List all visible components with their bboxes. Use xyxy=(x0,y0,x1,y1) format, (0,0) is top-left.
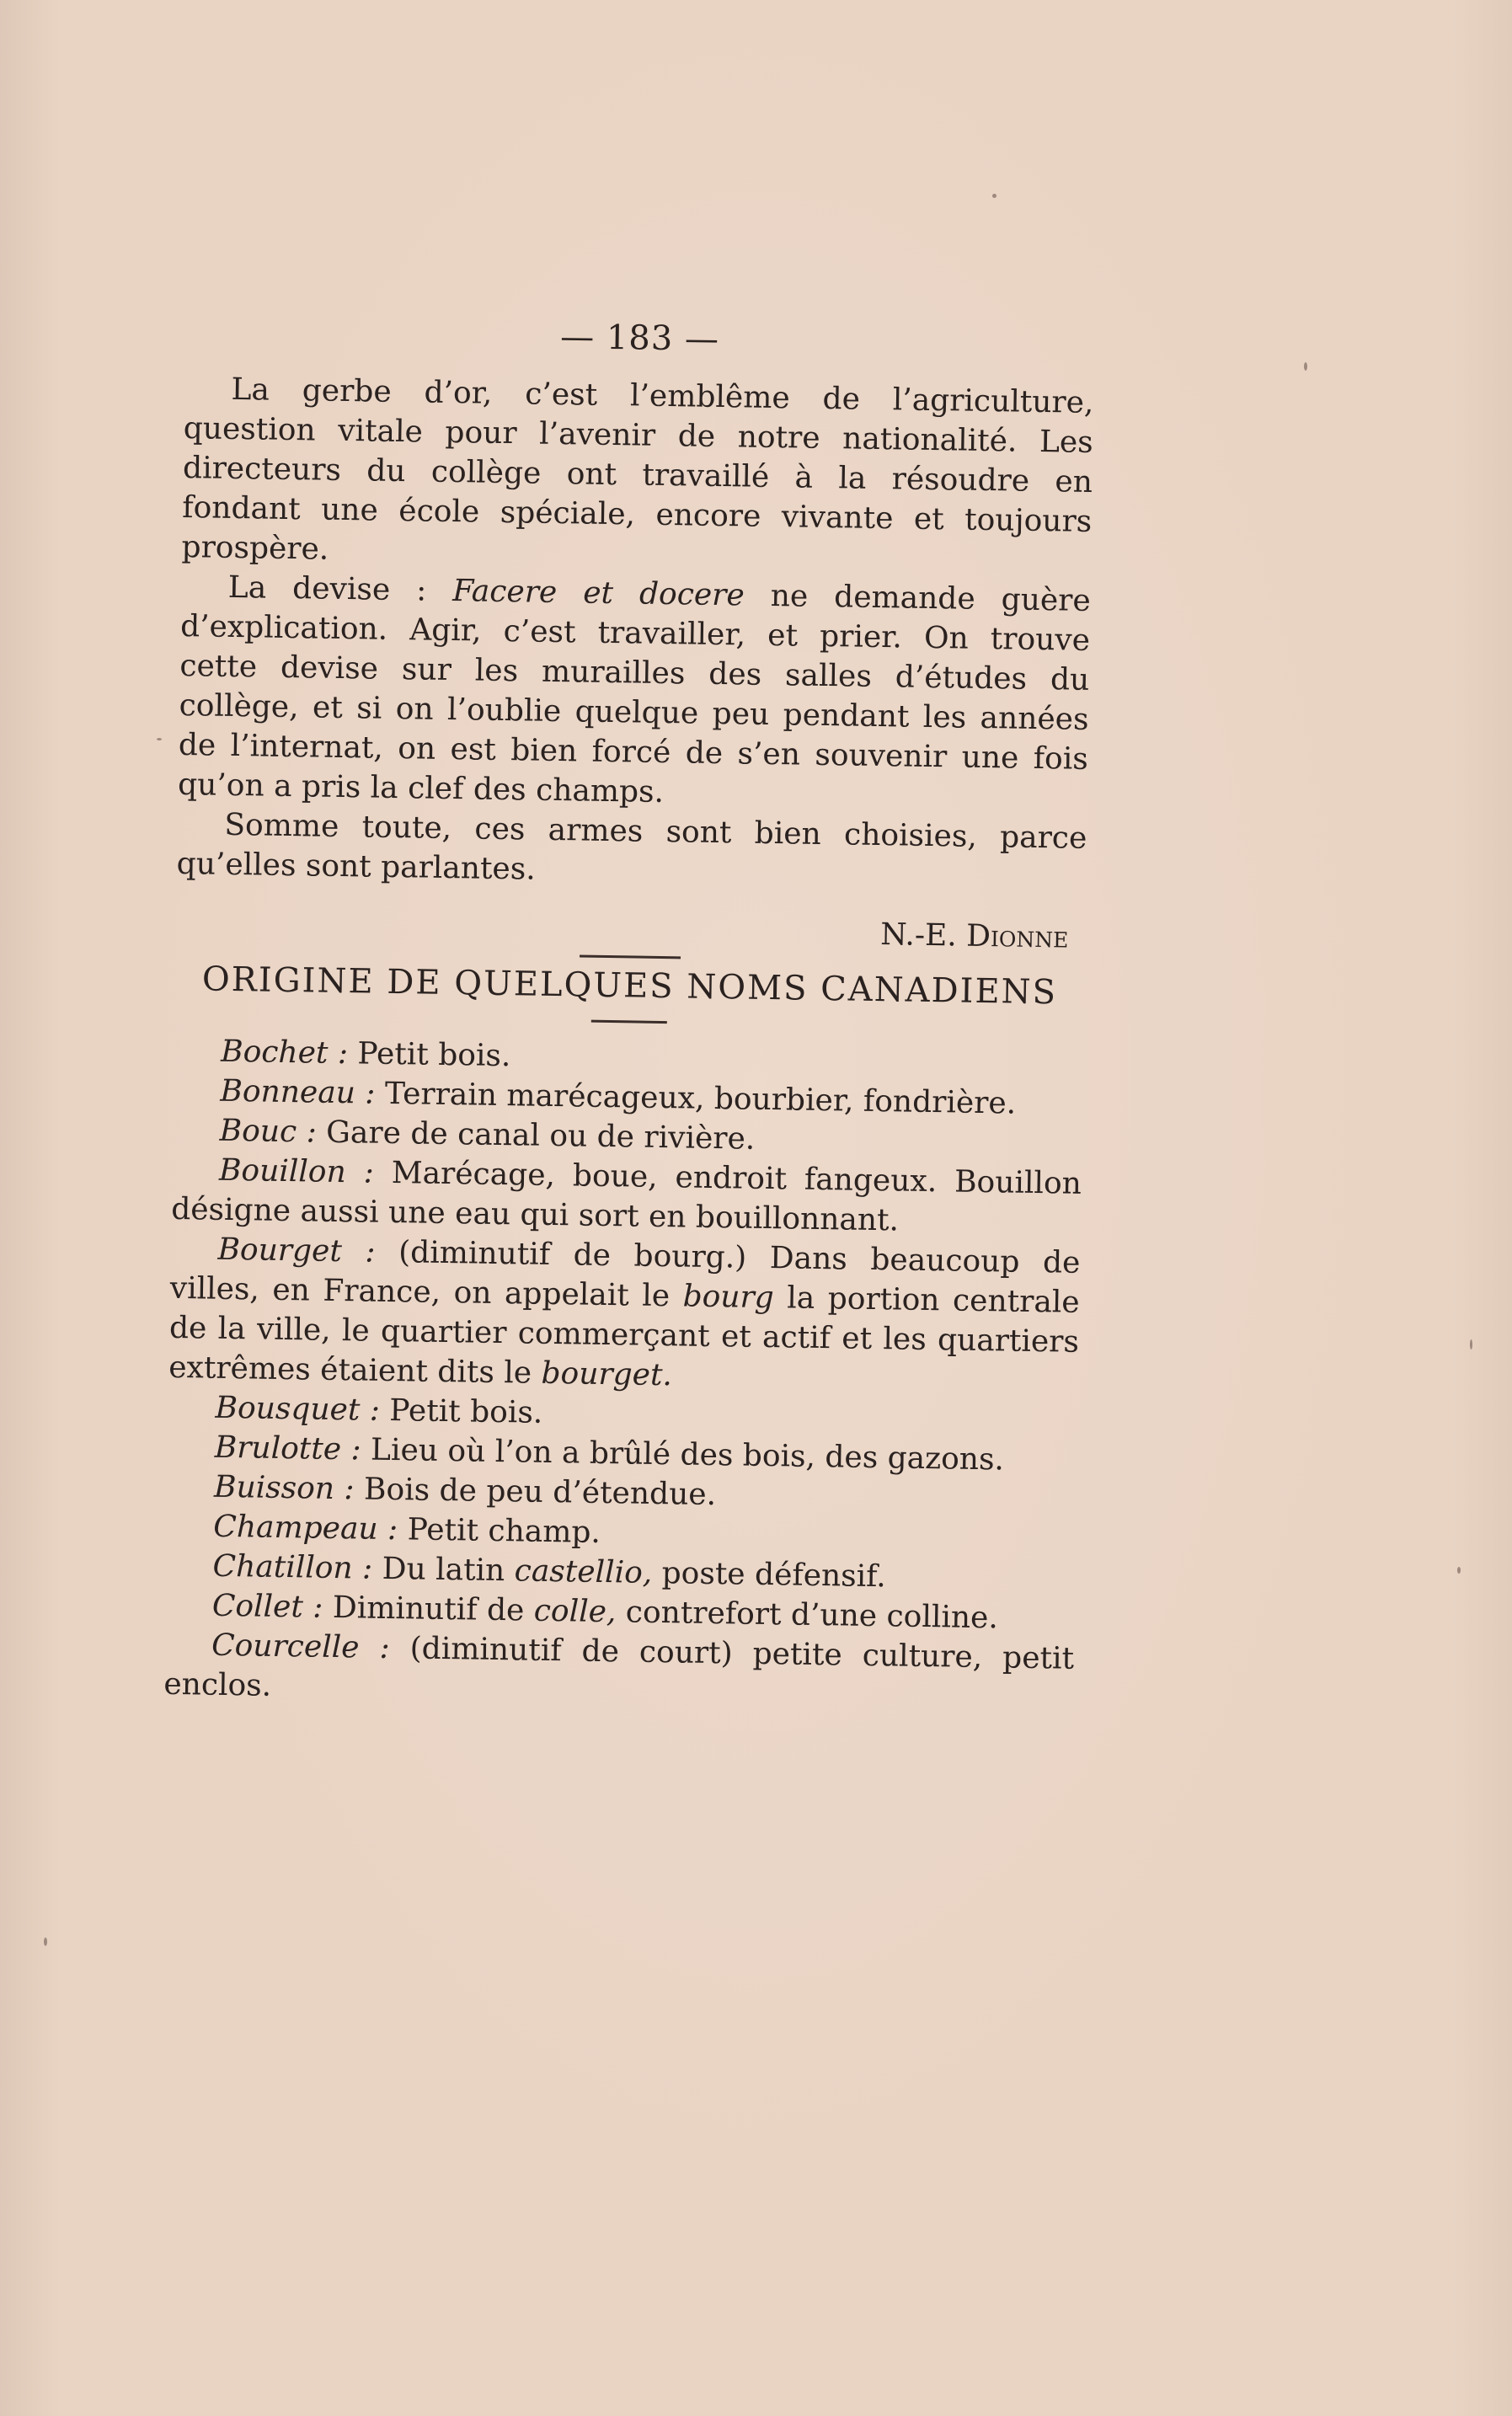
author-name: N.-E. Dionne xyxy=(879,917,1069,955)
paragraph-devise xyxy=(178,567,1091,819)
motto-text: Facere et docere xyxy=(452,574,745,613)
entry-definition: Petit champ. xyxy=(397,1512,601,1550)
entry-term: Bourget : xyxy=(217,1232,376,1269)
entry-term: Collet : xyxy=(211,1588,323,1625)
entry-definition: Marécage, boue, endroit fangeux. Bouillon désigne aussi une eau qui sort en bouillonnant. xyxy=(170,1155,1082,1238)
entry-term: Chatillon : xyxy=(212,1548,373,1586)
entry-term: Brulotte : xyxy=(214,1430,361,1467)
entry-definition-continued: contrefort d’une colline. xyxy=(616,1595,999,1636)
paragraph-somme: Somme toute, ces armes sont bien choisies, parce qu’elles sont parlantes. xyxy=(176,807,1087,887)
entry-definition: Du latin xyxy=(371,1551,516,1589)
paper-speck xyxy=(44,1938,47,1946)
paper-speck xyxy=(1457,1567,1461,1574)
entry-definition: Lieu où l’on a brûlé des bois, des gazons. xyxy=(361,1432,1005,1478)
list-item xyxy=(171,1150,1082,1243)
entry-definition-continued: la portion centrale de la ville, le quartier commerçant et actif et les quartiers extrêmes étaient dits le xyxy=(168,1280,1080,1391)
entry-definition: Gare de canal ou de rivière. xyxy=(316,1114,756,1157)
section-title: ORIGINE DE QUELQUES NOMS CANADIENS xyxy=(201,959,1058,1013)
author-signature xyxy=(175,904,1086,958)
entry-term: Courcelle : xyxy=(211,1628,390,1666)
paragraph-devise-start: La devise : xyxy=(227,569,453,609)
paper-speck xyxy=(1470,1339,1472,1350)
entry-term: Bousquet : xyxy=(215,1390,381,1428)
entry-italic-word: colle, xyxy=(533,1593,617,1630)
entry-definition: (diminutif de bourg.) Dans beaucoup de villes, en France, on appelait le xyxy=(169,1234,1081,1314)
entry-term: Bochet : xyxy=(220,1034,349,1072)
entry-term: Bouillon : xyxy=(218,1152,375,1190)
entry-definition: Petit bois. xyxy=(379,1392,543,1430)
divider-rule xyxy=(580,954,681,959)
entry-italic-word: bourg xyxy=(682,1279,775,1316)
entry-definition: Bois de peu d’étendue. xyxy=(354,1472,717,1513)
divider-rule xyxy=(591,1020,667,1024)
paper-speck xyxy=(992,194,996,198)
entry-definition: (diminutif de court) petite culture, petit enclos. xyxy=(163,1631,1075,1703)
paragraph-devise-rest: ne demande guère d’explication. Agir, c’est travailler, et prier. On trouve cette devise sur les murailles des salles d’études du collège, et si on l’oublie quelque peu pendant les années de l’internat, on est bien forcé de s’en souvenir une fois qu’on a pris la clef des champs. xyxy=(177,578,1092,810)
page-text-block xyxy=(163,312,1095,1718)
entry-definition: Terrain marécageux, bourbier, fondrière. xyxy=(375,1076,1017,1121)
entry-term: Bonneau : xyxy=(220,1073,376,1111)
list-item xyxy=(168,1229,1081,1402)
paragraph-gerbe: La gerbe d’or, c’est l’emblême de l’agriculture, question vitale pour l’avenir de notre nationalité. Les directeurs du collège ont travaillé à la résoudre en fondant une école spéciale, encore vivante et toujours prospère. xyxy=(181,371,1094,567)
paper-speck xyxy=(157,738,162,740)
paper-speck xyxy=(1304,362,1307,371)
entry-term: Champeau : xyxy=(213,1509,398,1547)
entry-italic-word: castellio, xyxy=(514,1553,653,1590)
list-item xyxy=(163,1625,1074,1718)
page-number: — 183 — xyxy=(559,317,720,359)
entry-term: Buisson : xyxy=(213,1469,355,1507)
entry-definition: Diminutif de xyxy=(323,1590,535,1628)
entry-definition-continued: poste défensif. xyxy=(651,1555,887,1595)
entry-definition: Petit bois. xyxy=(347,1036,511,1074)
entry-term: Bouc : xyxy=(219,1113,318,1150)
entry-italic-word: bourget. xyxy=(541,1355,673,1393)
